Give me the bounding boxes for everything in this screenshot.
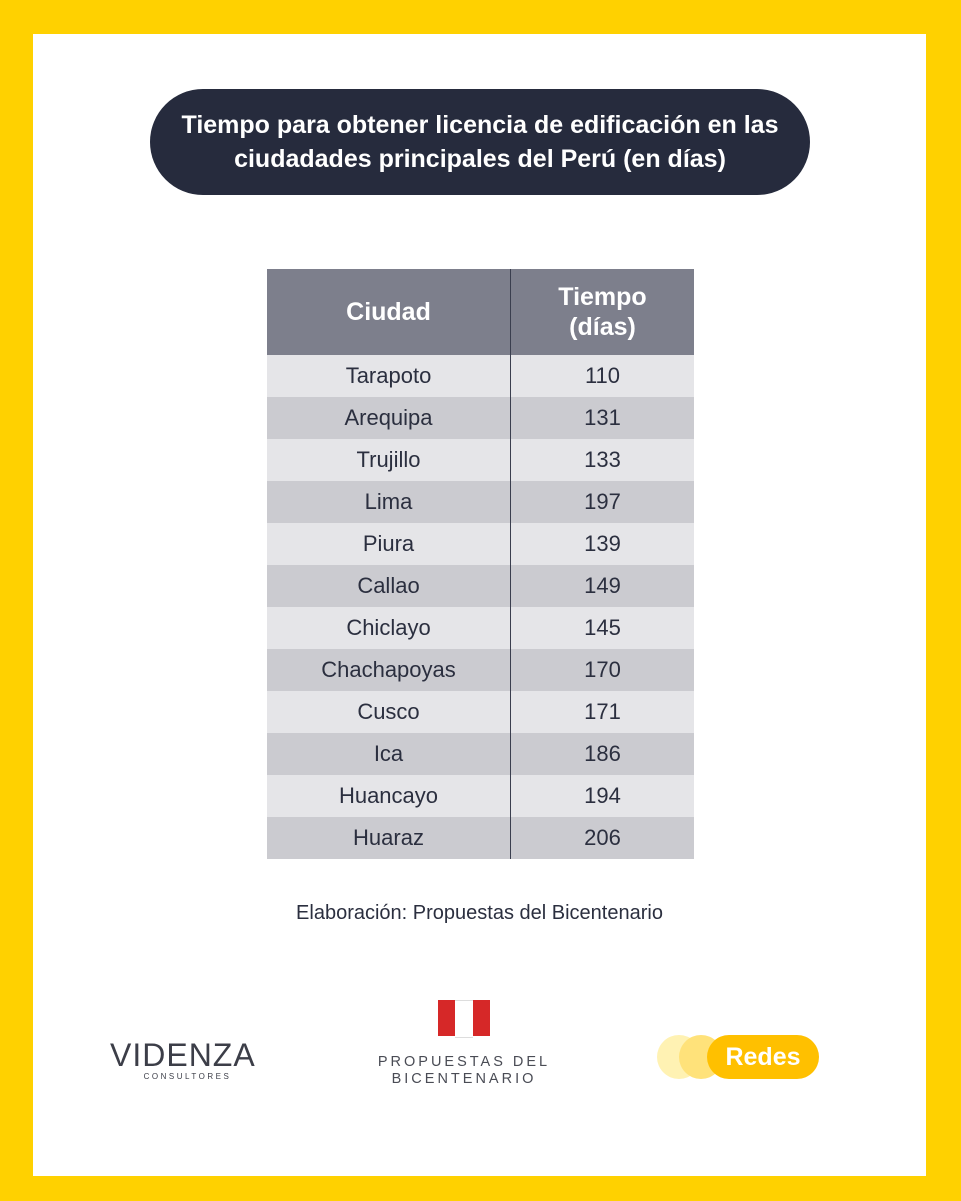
cell-ciudad: Trujillo <box>267 439 511 481</box>
cell-tiempo: 171 <box>511 691 695 733</box>
cell-ciudad: Lima <box>267 481 511 523</box>
pdb-wordmark <box>369 1054 559 1088</box>
videnza-logo <box>110 1039 265 1081</box>
cell-tiempo: 149 <box>511 565 695 607</box>
cell-tiempo: 139 <box>511 523 695 565</box>
videnza-wordmark: VIDENZA <box>110 1037 256 1073</box>
data-table <box>267 269 694 859</box>
cell-ciudad: Cusco <box>267 691 511 733</box>
cell-tiempo: 197 <box>511 481 695 523</box>
data-table-container <box>267 269 693 859</box>
cell-ciudad: Piura <box>267 523 511 565</box>
peru-flag-icon <box>438 1000 490 1036</box>
table-row <box>267 481 694 523</box>
cell-ciudad: Callao <box>267 565 511 607</box>
videnza-subtitle: CONSULTORES <box>143 1072 232 1081</box>
redes-label: Redes <box>707 1035 819 1079</box>
table-row <box>267 397 694 439</box>
table-row <box>267 775 694 817</box>
cell-tiempo: 133 <box>511 439 695 481</box>
header-ciudad: Ciudad <box>267 269 511 355</box>
table-row <box>267 817 694 859</box>
table-row <box>267 523 694 565</box>
cell-ciudad: Huaraz <box>267 817 511 859</box>
source-note: Elaboración: Propuestas del Bicentenario <box>296 902 663 924</box>
table-row <box>267 733 694 775</box>
infographic-card <box>33 34 926 1176</box>
cell-ciudad: Arequipa <box>267 397 511 439</box>
header-tiempo-label: Tiempo (días) <box>558 283 647 341</box>
pdb-line1: PROPUESTAS DEL <box>377 1054 551 1070</box>
table-row <box>267 607 694 649</box>
cell-ciudad: Ica <box>267 733 511 775</box>
cell-tiempo: 194 <box>511 775 695 817</box>
cell-tiempo: 145 <box>511 607 695 649</box>
table-row <box>267 355 694 397</box>
cell-tiempo: 170 <box>511 649 695 691</box>
table-row <box>267 649 694 691</box>
cell-tiempo: 206 <box>511 817 695 859</box>
table-row <box>267 439 694 481</box>
header-tiempo <box>511 269 695 355</box>
cell-tiempo: 131 <box>511 397 695 439</box>
cell-ciudad: Chachapoyas <box>267 649 511 691</box>
page-title: Tiempo para obtener licencia de edificación en las ciudadades principales del Perú (en días) <box>150 89 810 195</box>
table-header-row <box>267 269 694 355</box>
pdb-line2: BICENTENARIO <box>391 1071 537 1087</box>
cell-ciudad: Huancayo <box>267 775 511 817</box>
table-row <box>267 565 694 607</box>
cell-tiempo: 110 <box>511 355 695 397</box>
table-row <box>267 691 694 733</box>
cell-tiempo: 186 <box>511 733 695 775</box>
propuestas-bicentenario-logo <box>369 1000 559 1088</box>
redes-logo <box>657 1034 823 1080</box>
table-body <box>267 355 694 859</box>
cell-ciudad: Chiclayo <box>267 607 511 649</box>
cell-ciudad: Tarapoto <box>267 355 511 397</box>
